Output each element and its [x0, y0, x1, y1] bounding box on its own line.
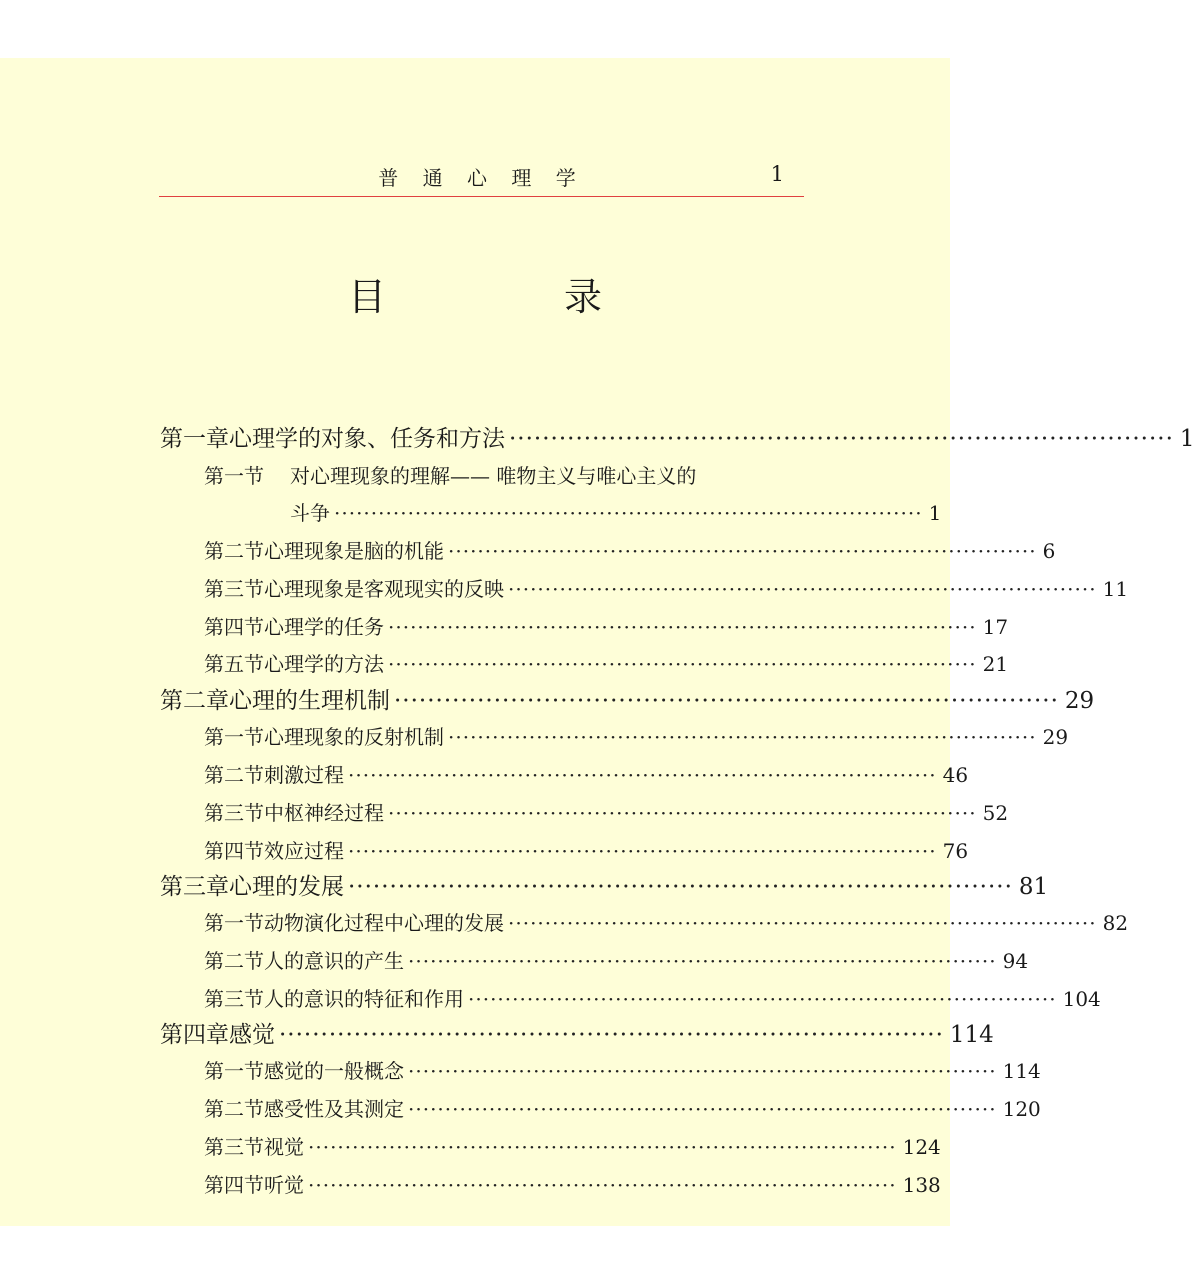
toc-page-number: 52: [982, 801, 1009, 825]
toc-title: 目 录: [347, 275, 672, 319]
toc-entry-label: 第一节: [204, 911, 264, 935]
toc-leader-dots: ················································································: [408, 949, 997, 973]
book-page: [0, 58, 1195, 1226]
toc-entry-title: 心理的发展: [229, 874, 344, 900]
toc-leader-dots: ················································································: [508, 577, 1097, 601]
toc-entry-label: 第三节: [204, 801, 264, 825]
toc-entry-label: 第二节: [204, 763, 264, 787]
toc-leader-dots: ················································································: [408, 1097, 997, 1121]
toc-entry-label: 第一节: [204, 464, 264, 488]
toc-entry-title: 对心理现象的理解—— 唯物主义与唯心主义的: [290, 464, 697, 488]
toc-page-number: 124: [902, 1135, 941, 1159]
toc-section: [204, 571, 1129, 607]
toc-leader-dots: ················································································: [279, 1022, 944, 1048]
toc-section: [204, 757, 969, 793]
toc-entry-label: 第一节: [204, 725, 264, 749]
toc-chapter: [160, 421, 1195, 457]
toc-entry-title: 心理学的对象、任务和方法: [229, 426, 505, 452]
toc-chapter: [160, 1017, 994, 1053]
toc-leader-dots: ················································································: [348, 874, 1013, 900]
toc-entry-label: 第二节: [204, 949, 264, 973]
toc-section: [204, 719, 1069, 755]
toc-section: [290, 495, 942, 531]
toc-entry-label: 第三节: [204, 577, 264, 601]
toc-leader-dots: ················································································: [509, 426, 1174, 452]
toc-entry-label: 第四章: [160, 1022, 229, 1048]
toc-entry-title: 心理现象的反射机制: [264, 725, 444, 749]
toc-page-number: 1: [1179, 426, 1195, 452]
toc-entry-title: 人的意识的特征和作用: [264, 987, 464, 1011]
toc-section: [204, 1091, 1041, 1127]
toc-entry-title: 心理的生理机制: [229, 688, 390, 714]
toc-entry-label: 第一节: [204, 1059, 264, 1083]
toc-leader-dots: ················································································: [348, 839, 937, 863]
toc-leader-dots: ················································································: [448, 725, 1037, 749]
toc-page-number: 76: [942, 839, 969, 863]
toc-leader-dots: ················································································: [308, 1173, 897, 1197]
toc-page-number: 21: [982, 652, 1009, 676]
toc-entry-title: 感受性及其测定: [264, 1097, 404, 1121]
toc-section: [204, 981, 1101, 1017]
toc-entry-title: 动物演化过程中心理的发展: [264, 911, 504, 935]
toc-page-number: 81: [1018, 874, 1049, 900]
toc-entry-title: 听觉: [264, 1173, 304, 1197]
toc-section: [204, 533, 1056, 569]
toc-leader-dots: ················································································: [308, 1135, 897, 1159]
toc-entry-title: 效应过程: [264, 839, 344, 863]
toc-page-number: 114: [949, 1022, 994, 1048]
toc-entry-label: 第三节: [204, 987, 264, 1011]
toc-entry-title: 中枢神经过程: [264, 801, 384, 825]
toc-leader-dots: ················································································: [448, 539, 1037, 563]
toc-entry-title: 视觉: [264, 1135, 304, 1159]
toc-leader-dots: ················································································: [388, 801, 977, 825]
running-title: 普 通 心 理 学: [378, 166, 585, 190]
toc-entry-label: 第四节: [204, 615, 264, 639]
toc-entry-title: 斗争: [290, 501, 330, 525]
toc-section: [204, 458, 805, 494]
toc-section: [204, 609, 1009, 645]
toc-entry-label: 第五节: [204, 652, 264, 676]
toc-section: [204, 905, 1129, 941]
toc-leader-dots: ················································································: [388, 615, 977, 639]
toc-section: [204, 1129, 941, 1165]
toc-chapter: [160, 683, 1095, 719]
toc-leader-dots: ················································································: [408, 1059, 997, 1083]
toc-page-number: 82: [1102, 911, 1129, 935]
toc-entry-label: 第四节: [204, 1173, 264, 1197]
toc-entry-title: 刺激过程: [264, 763, 344, 787]
toc-page-number: 29: [1042, 725, 1069, 749]
toc-section: [204, 943, 1029, 979]
toc-section: [204, 1053, 1041, 1089]
toc-entry-label: 第四节: [204, 839, 264, 863]
toc-leader-dots: ················································································: [508, 911, 1097, 935]
toc-page-number: 11: [1102, 577, 1129, 601]
toc-page-number: 1: [928, 501, 942, 525]
toc-page-number: 17: [982, 615, 1009, 639]
toc-page-number: 94: [1002, 949, 1029, 973]
toc-entry-title: 感觉的一般概念: [264, 1059, 404, 1083]
running-page-number: 1: [770, 162, 784, 186]
toc-entry-label: 第二章: [160, 688, 229, 714]
toc-page-number: 104: [1062, 987, 1101, 1011]
toc-entry-label: 第二节: [204, 539, 264, 563]
toc-entry-title: 心理现象是客观现实的反映: [264, 577, 504, 601]
toc-page-number: 29: [1064, 688, 1095, 714]
toc-page-number: 138: [902, 1173, 941, 1197]
toc-section: [204, 795, 1009, 831]
toc-entry-title: 心理现象是脑的机能: [264, 539, 444, 563]
toc-leader-dots: ················································································: [394, 688, 1059, 714]
toc-page-number: 114: [1002, 1059, 1041, 1083]
toc-entry-title: 心理学的任务: [264, 615, 384, 639]
toc-leader-dots: ················································································: [348, 763, 937, 787]
running-header: [159, 160, 804, 197]
toc-entry-label: 第三节: [204, 1135, 264, 1159]
toc-chapter: [160, 869, 1049, 905]
toc-entry-label: 第二节: [204, 1097, 264, 1121]
toc-entry-title: 人的意识的产生: [264, 949, 404, 973]
toc-entry-label: 第一章: [160, 426, 229, 452]
toc-page-number: 120: [1002, 1097, 1041, 1121]
toc-leader-dots: ················································································: [468, 987, 1057, 1011]
toc-entry-title: 感觉: [229, 1022, 275, 1048]
toc-leader-dots: ················································································: [388, 652, 977, 676]
toc-section: [204, 833, 969, 869]
toc-page-number: 6: [1042, 539, 1056, 563]
toc-entry-title: 心理学的方法: [264, 652, 384, 676]
toc-entry-label: 第三章: [160, 874, 229, 900]
toc-page-number: 46: [942, 763, 969, 787]
toc-leader-dots: ················································································: [334, 501, 923, 525]
toc-section: [204, 646, 1009, 682]
toc-section: [204, 1167, 941, 1203]
